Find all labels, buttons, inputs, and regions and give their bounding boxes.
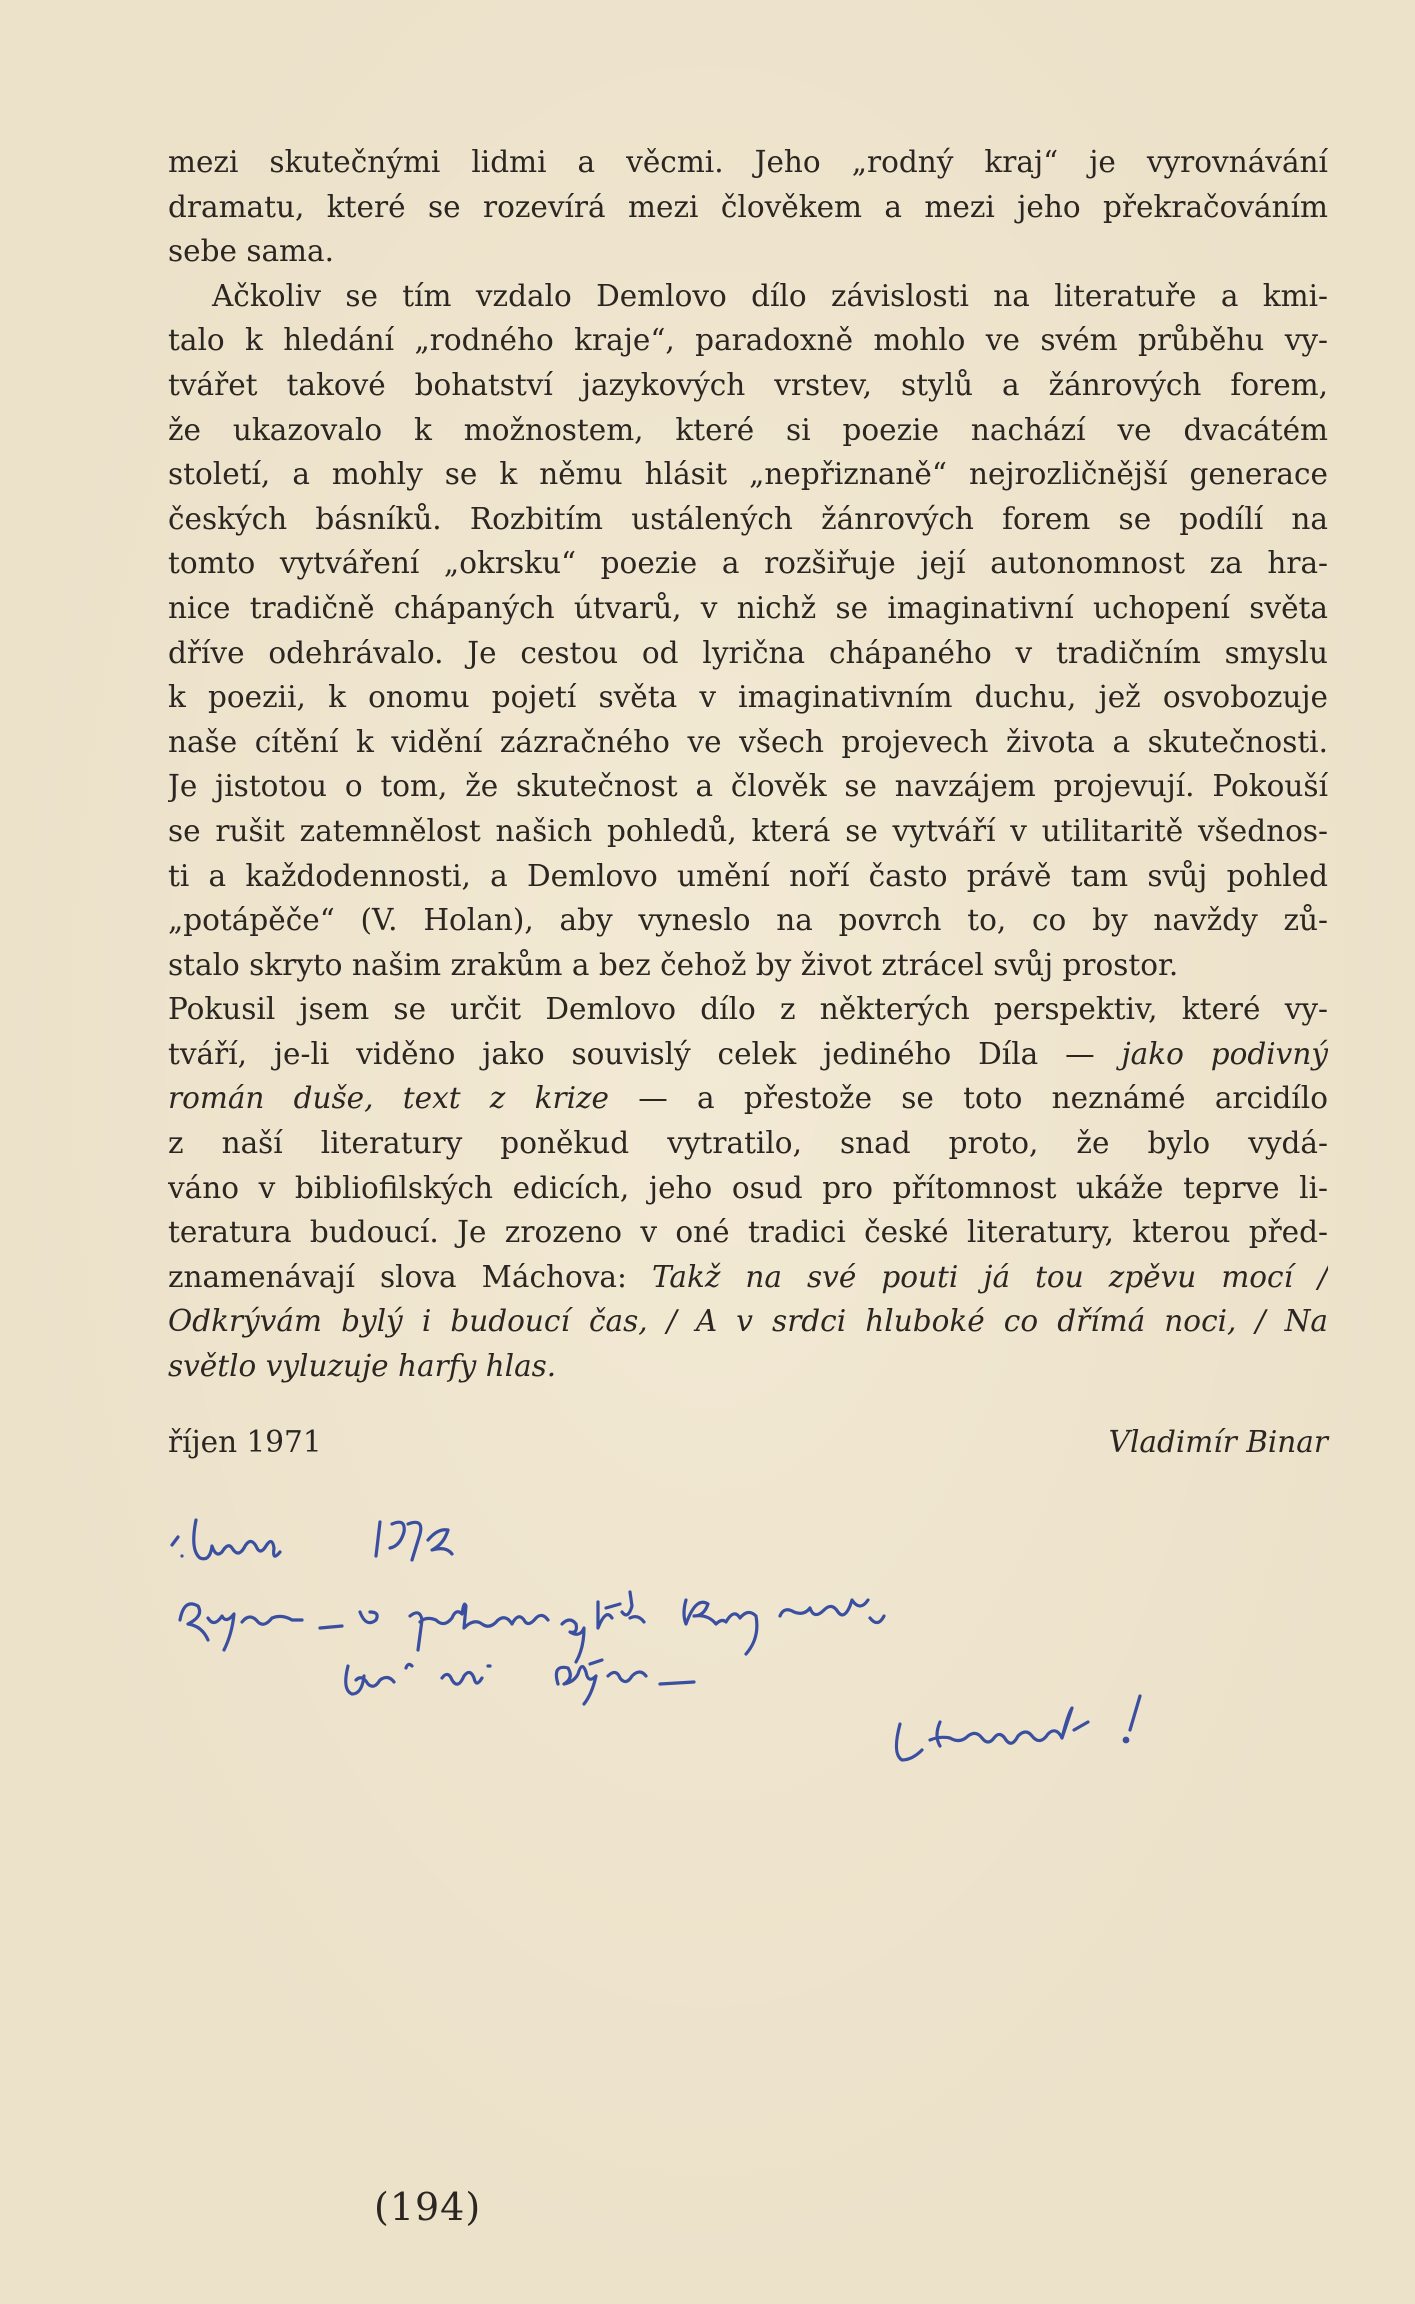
- text-line: [168, 898, 1328, 943]
- line-text: tváří, je-li viděno jako souvislý celek jediného Díla —: [168, 1036, 1122, 1071]
- italic-text: Odkrývám bylý i budoucí čas, / A v srdci hluboké co dřímá noci, / Na: [168, 1304, 1328, 1339]
- line-text: tvářet takové bohatství jazykových vrstev, stylů a žánrových forem,: [168, 367, 1328, 402]
- text-line: [168, 854, 1328, 899]
- line-text: tomto vytváření „okrsku“ poezie a rozšiřuje její autonomnost za hra-: [168, 546, 1328, 581]
- text-line: [168, 497, 1328, 542]
- text-line: [168, 1076, 1328, 1121]
- line-text: z naší literatury poněkud vytratilo, snad proto, že bylo vydá-: [168, 1126, 1328, 1161]
- text-line: [168, 586, 1328, 631]
- text-line: [168, 363, 1328, 408]
- line-text: znamenávají slova Máchova:: [168, 1259, 652, 1294]
- text-line: [168, 452, 1328, 497]
- text-line: [168, 229, 1328, 274]
- body-text: [168, 140, 1328, 1389]
- text-line: [168, 1121, 1328, 1166]
- line-text: sebe sama.: [168, 234, 334, 269]
- line-text: mezi skutečnými lidmi a věcmi. Jeho „rodný kraj“ je vyrovnávání: [168, 145, 1328, 179]
- handwritten-dedication: [160, 1500, 1340, 1860]
- line-text: stalo skryto našim zrakům a bez čehož by život ztrácel svůj prostor.: [168, 947, 1179, 982]
- text-line: [168, 541, 1328, 586]
- line-text: se rušit zatemnělost našich pohledů, která se vytváří v utilitaritě všednos-: [168, 813, 1328, 848]
- line-text: „potápěče“ (V. Holan), aby vyneslo na povrch to, co by navždy zů-: [168, 903, 1328, 938]
- text-line: [168, 1166, 1328, 1211]
- text-line: [168, 675, 1328, 720]
- text-line: [168, 720, 1328, 765]
- line-text: dramatu, které se rozevírá mezi člověkem a mezi jeho překračováním: [168, 189, 1328, 224]
- line-text: naše cítění k vidění zázračného ve všech projevech života a skutečnosti.: [168, 724, 1328, 759]
- text-line: [168, 318, 1328, 363]
- line-text: dříve odehrávalo. Je cestou od lyrična chápaného v tradičním smyslu: [168, 635, 1328, 670]
- line-text: Je jistotou o tom, že skutečnost a člověk se navzájem projevují. Pokouší: [168, 769, 1328, 804]
- line-text: nice tradičně chápaných útvarů, v nichž se imaginativní uchopení světa: [168, 590, 1328, 625]
- line-text: českých básníků. Rozbitím ustálených žánrových forem se podílí na: [168, 501, 1328, 536]
- italic-text: Takž na své pouti já tou zpěvu mocí /: [651, 1259, 1328, 1294]
- text-line: [168, 274, 1328, 319]
- text-line: [168, 408, 1328, 453]
- author-name: Vladimír Binar: [1108, 1425, 1328, 1459]
- line-text: že ukazovalo k možnostem, které si poezie nachází ve dvacátém: [168, 412, 1328, 447]
- date-line: říjen 1971: [168, 1425, 322, 1459]
- text-line: [168, 943, 1328, 988]
- line-text: talo k hledání „rodného kraje“, paradoxně mohlo ve svém průběhu vy-: [168, 323, 1328, 358]
- line-text: váno v bibliofilských edicích, jeho osud pro přítomnost ukáže teprve li-: [168, 1170, 1328, 1205]
- text-line: [168, 987, 1328, 1032]
- line-text: teratura budoucí. Je zrozeno v oné tradici české literatury, kterou před-: [168, 1215, 1328, 1250]
- signature-row: [168, 1425, 1328, 1469]
- text-line: [168, 809, 1328, 854]
- line-text: k poezii, k onomu pojetí světa v imaginativním duchu, jež osvobozuje: [168, 680, 1328, 715]
- text-line: [168, 1299, 1328, 1344]
- page-number: (194): [374, 2185, 482, 2229]
- line-text: Pokusil jsem se určit Demlovo dílo z některých perspektiv, které vy-: [168, 992, 1328, 1027]
- text-line: [168, 185, 1328, 230]
- text-line: [168, 764, 1328, 809]
- line-text: století, a mohly se k němu hlásit „nepřiznaně“ nejrozličnější generace: [168, 457, 1328, 492]
- italic-text: světlo vyluzuje harfy hlas.: [168, 1349, 557, 1384]
- italic-text: jako podivný: [1121, 1036, 1328, 1071]
- text-line: [168, 140, 1328, 185]
- text-line: [168, 1032, 1328, 1077]
- line-text: ti a každodennosti, a Demlovo umění noří často právě tam svůj pohled: [168, 858, 1328, 893]
- text-line: [168, 631, 1328, 676]
- text-line: [168, 1255, 1328, 1300]
- text-line: [168, 1344, 1328, 1389]
- text-line: [168, 1210, 1328, 1255]
- italic-text: román duše, text z krize: [168, 1081, 610, 1116]
- line-text: Ačkoliv se tím vzdalo Demlovo dílo závislosti na literatuře a kmi-: [212, 278, 1328, 313]
- line-text: — a přestože se toto neznámé arcidílo: [609, 1081, 1328, 1116]
